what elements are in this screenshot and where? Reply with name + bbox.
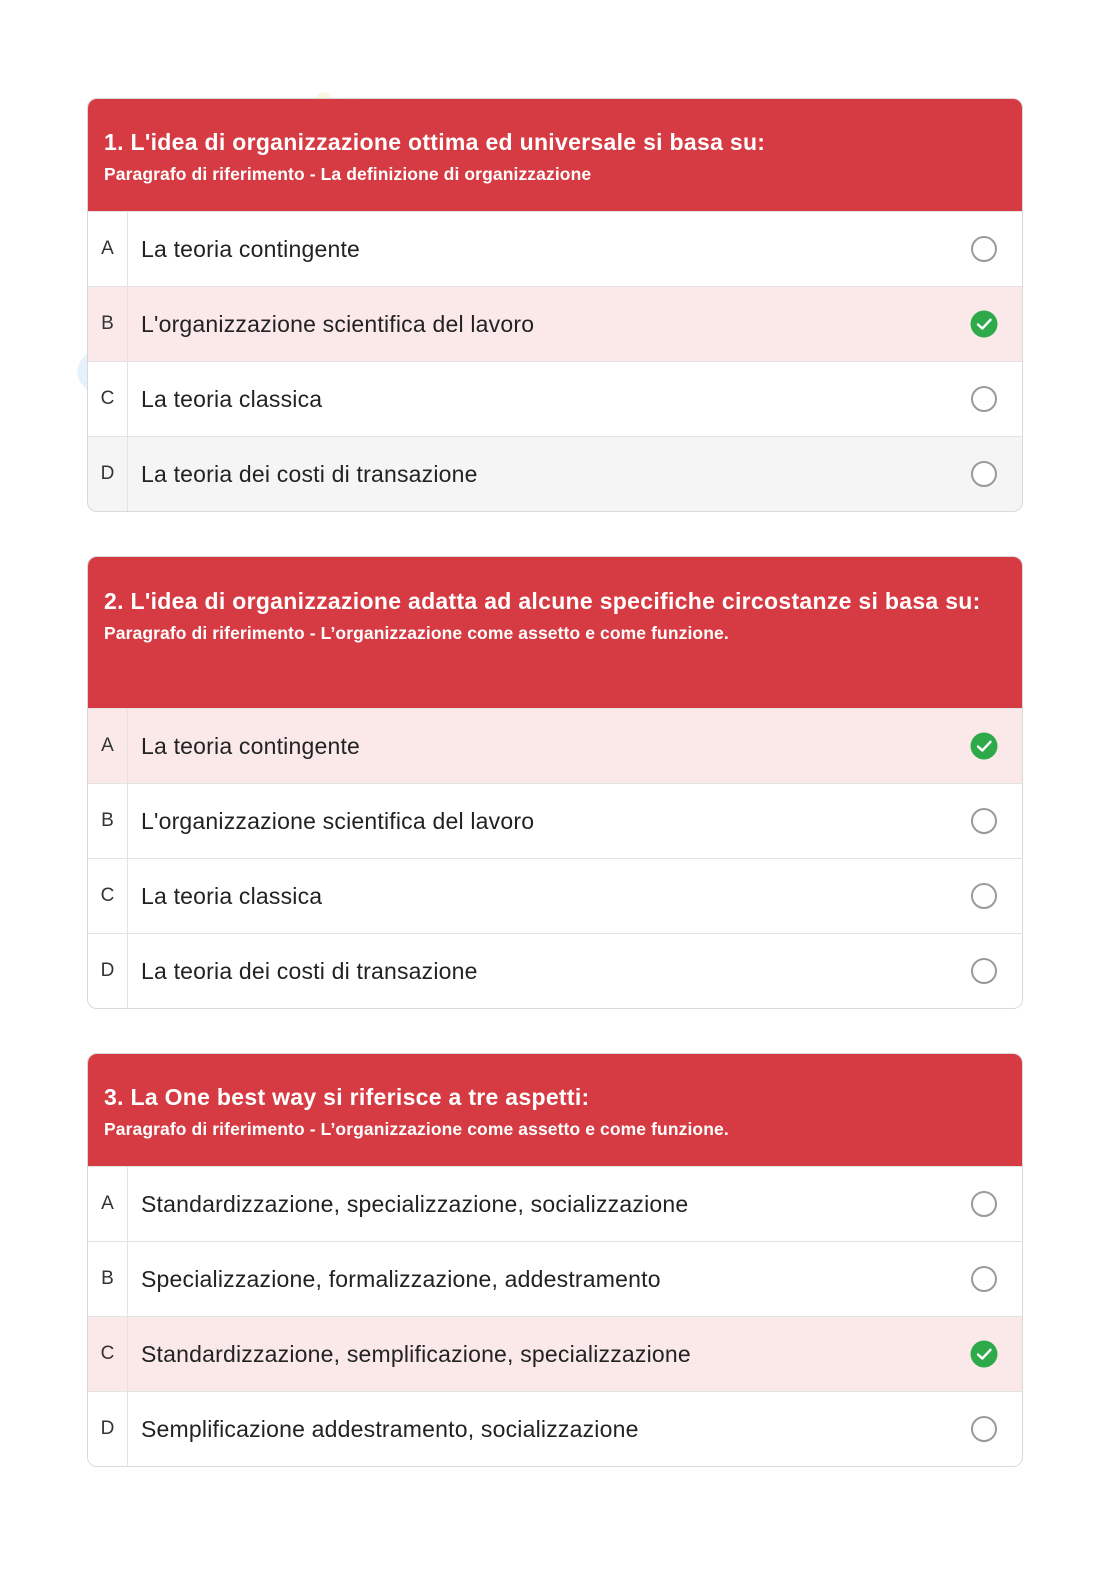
option-d[interactable] <box>88 1391 1022 1466</box>
radio-empty-icon[interactable] <box>971 1416 997 1442</box>
option-text: La teoria contingente <box>141 235 361 262</box>
option-letter: D <box>88 437 128 511</box>
option-text: Standardizzazione, semplificazione, specializzazione <box>141 1340 691 1367</box>
option-b[interactable] <box>88 286 1022 361</box>
option-letter: C <box>88 362 128 436</box>
option-letter: A <box>88 212 128 286</box>
question-title: 1. L'idea di organizzazione ottima ed universale si basa su: <box>104 129 766 155</box>
radio-empty-icon[interactable] <box>971 386 997 412</box>
check-circle-icon[interactable] <box>970 310 998 338</box>
option-letter: B <box>88 784 128 858</box>
option-letter: B <box>88 1242 128 1316</box>
check-circle-icon[interactable] <box>970 1340 998 1368</box>
option-d[interactable] <box>88 933 1022 1008</box>
option-c[interactable] <box>88 1316 1022 1391</box>
question-header <box>88 557 1022 708</box>
reference-paragraph: Paragrafo di riferimento - L’organizzazione come assetto e come funzione. <box>104 623 729 643</box>
option-letter: C <box>88 1317 128 1391</box>
option-letter: C <box>88 859 128 933</box>
option-letter: D <box>88 1392 128 1466</box>
option-letter: A <box>88 709 128 783</box>
option-c[interactable] <box>88 361 1022 436</box>
question-title: 3. La One best way si riferisce a tre aspetti: <box>104 1084 590 1110</box>
option-text: L'organizzazione scientifica del lavoro <box>141 807 535 834</box>
question-card-2 <box>87 556 1023 1009</box>
question-title: 2. L'idea di organizzazione adatta ad alcune specifiche circostanze si basa su: <box>104 588 981 614</box>
option-text: Standardizzazione, specializzazione, socializzazione <box>141 1190 689 1217</box>
option-text: La teoria contingente <box>141 732 361 759</box>
option-letter: A <box>88 1167 128 1241</box>
reference-paragraph: Paragrafo di riferimento - La definizione di organizzazione <box>104 164 592 184</box>
radio-empty-icon[interactable] <box>971 461 997 487</box>
option-c[interactable] <box>88 858 1022 933</box>
question-header <box>88 1054 1022 1166</box>
radio-empty-icon[interactable] <box>971 808 997 834</box>
option-b[interactable] <box>88 1241 1022 1316</box>
option-text: Semplificazione addestramento, socializzazione <box>141 1415 639 1442</box>
radio-empty-icon[interactable] <box>971 1266 997 1292</box>
option-text: La teoria dei costi di transazione <box>141 460 478 487</box>
option-b[interactable] <box>88 783 1022 858</box>
option-text: Specializzazione, formalizzazione, addestramento <box>141 1265 661 1292</box>
question-card-3 <box>87 1053 1023 1467</box>
question-header <box>88 99 1022 211</box>
option-text: La teoria dei costi di transazione <box>141 957 478 984</box>
reference-paragraph: Paragrafo di riferimento - L’organizzazione come assetto e come funzione. <box>104 1119 729 1139</box>
option-d[interactable] <box>88 436 1022 511</box>
radio-empty-icon[interactable] <box>971 883 997 909</box>
option-a[interactable] <box>88 708 1022 783</box>
check-circle-icon[interactable] <box>970 732 998 760</box>
radio-empty-icon[interactable] <box>971 236 997 262</box>
option-letter: B <box>88 287 128 361</box>
option-text: La teoria classica <box>141 385 323 412</box>
radio-empty-icon[interactable] <box>971 958 997 984</box>
option-a[interactable] <box>88 211 1022 286</box>
question-card-1 <box>87 98 1023 512</box>
option-letter: D <box>88 934 128 1008</box>
option-text: La teoria classica <box>141 882 323 909</box>
option-text: L'organizzazione scientifica del lavoro <box>141 310 535 337</box>
option-a[interactable] <box>88 1166 1022 1241</box>
radio-empty-icon[interactable] <box>971 1191 997 1217</box>
